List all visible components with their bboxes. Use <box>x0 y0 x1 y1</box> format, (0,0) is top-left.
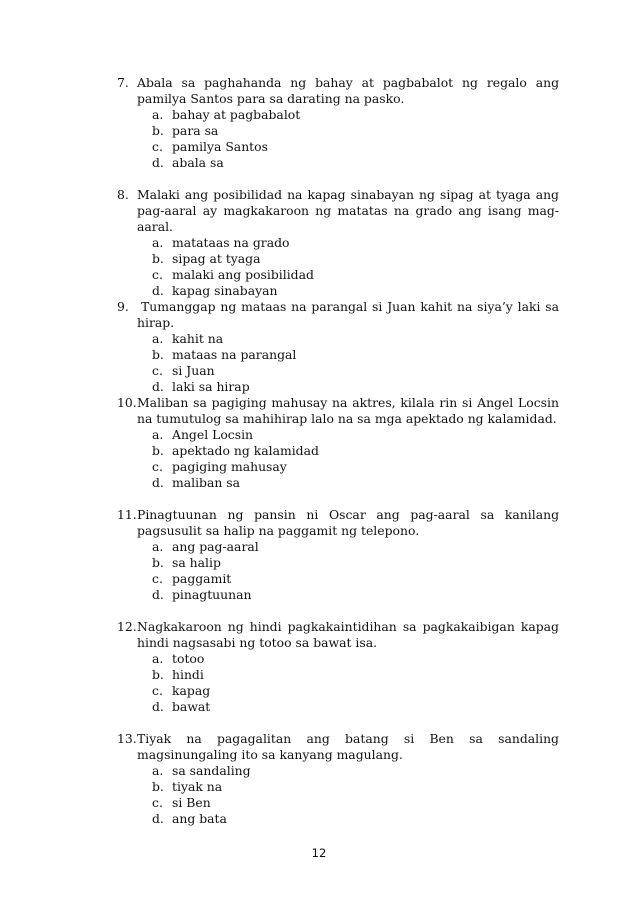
choice-b <box>117 251 559 267</box>
choice-text: Angel Locsin <box>172 427 254 442</box>
question-stem <box>117 395 559 427</box>
choice-text: tiyak na <box>172 779 223 794</box>
choice-letter: b. <box>152 667 164 682</box>
choice-text: hindi <box>172 667 204 682</box>
question-stem <box>117 299 559 331</box>
choice-letter: a. <box>152 427 164 442</box>
choice-text: totoo <box>172 651 205 666</box>
choice-letter: b. <box>152 555 164 570</box>
choice-a <box>117 427 559 443</box>
question-text: Tiyak na pagagalitan ang batang si Ben sa sandaling magsinungaling ito sa kanyang magulang. <box>137 731 559 762</box>
choice-text: bahay at pagbabalot <box>172 107 301 122</box>
choice-letter: b. <box>152 779 164 794</box>
choice-list <box>117 763 559 827</box>
choice-letter: c. <box>152 139 163 154</box>
choice-b <box>117 347 559 363</box>
choice-text: ang bata <box>172 811 227 826</box>
choice-c <box>117 363 559 379</box>
choice-text: laki sa hirap <box>172 379 250 394</box>
choice-d <box>117 475 559 491</box>
question-stem <box>117 731 559 763</box>
choice-text: abala sa <box>172 155 224 170</box>
choice-b <box>117 555 559 571</box>
question-number: 11. <box>117 507 137 522</box>
choice-text: mataas na parangal <box>172 347 297 362</box>
choice-text: apektado ng kalamidad <box>172 443 319 458</box>
question-number: 9. <box>117 299 129 314</box>
choice-letter: c. <box>152 363 163 378</box>
choice-c <box>117 267 559 283</box>
choice-text: maliban sa <box>172 475 241 490</box>
question-text: Abala sa paghahanda ng bahay at pagbabalot ng regalo ang pamilya Santos para sa darating na pasko. <box>137 75 559 106</box>
choice-text: kapag sinabayan <box>172 283 278 298</box>
choice-a <box>117 539 559 555</box>
choice-b <box>117 779 559 795</box>
choice-c <box>117 139 559 155</box>
choice-d <box>117 283 559 299</box>
choice-letter: d. <box>152 283 164 298</box>
question-12 <box>117 619 559 715</box>
choice-letter: b. <box>152 347 164 362</box>
choice-letter: c. <box>152 571 163 586</box>
choice-letter: d. <box>152 379 164 394</box>
question-13 <box>117 731 559 827</box>
choice-b <box>117 123 559 139</box>
choice-text: ang pag-aaral <box>172 539 259 554</box>
choice-d <box>117 587 559 603</box>
choice-list <box>117 235 559 299</box>
choice-letter: d. <box>152 587 164 602</box>
question-text: Nagkakaroon ng hindi pagkakaintidihan sa pagkakaibigan kapag hindi nagsasabi ng totoo sa bawat isa. <box>137 619 559 650</box>
question-number: 7. <box>117 75 129 90</box>
choice-letter: c. <box>152 795 163 810</box>
question-stem <box>117 507 559 539</box>
choice-letter: a. <box>152 539 164 554</box>
choice-d <box>117 379 559 395</box>
choice-list <box>117 539 559 603</box>
choice-b <box>117 443 559 459</box>
choice-text: kapag <box>172 683 211 698</box>
choice-letter: b. <box>152 443 164 458</box>
choice-letter: a. <box>152 331 164 346</box>
choice-text: matataas na grado <box>172 235 290 250</box>
choice-letter: a. <box>152 107 164 122</box>
choice-d <box>117 155 559 171</box>
question-8 <box>117 187 559 299</box>
question-9 <box>117 299 559 395</box>
choice-letter: c. <box>152 267 163 282</box>
choice-c <box>117 795 559 811</box>
choice-d <box>117 699 559 715</box>
choice-letter: a. <box>152 651 164 666</box>
choice-c <box>117 571 559 587</box>
choice-text: para sa <box>172 123 219 138</box>
question-text: Malaki ang posibilidad na kapag sinabayan ng sipag at tyaga ang pag-aaral ay magkakaroon ng matatas na grado ang isang mag-aaral. <box>137 187 559 234</box>
question-stem <box>117 187 559 235</box>
choice-text: pinagtuunan <box>172 587 252 602</box>
choice-text: bawat <box>172 699 211 714</box>
question-number: 13. <box>117 731 137 746</box>
choice-text: paggamit <box>172 571 232 586</box>
question-11 <box>117 507 559 603</box>
question-stem <box>117 619 559 651</box>
choice-list <box>117 331 559 395</box>
choice-letter: d. <box>152 475 164 490</box>
choice-text: sipag at tyaga <box>172 251 261 266</box>
page-number: 12 <box>311 846 327 860</box>
choice-a <box>117 763 559 779</box>
question-number: 8. <box>117 187 129 202</box>
choice-letter: a. <box>152 763 164 778</box>
choice-text: si Juan <box>172 363 215 378</box>
choice-a <box>117 107 559 123</box>
choice-letter: c. <box>152 683 163 698</box>
choice-letter: d. <box>152 811 164 826</box>
choice-letter: c. <box>152 459 163 474</box>
choice-text: malaki ang posibilidad <box>172 267 314 282</box>
choice-letter: a. <box>152 235 164 250</box>
choice-text: pamilya Santos <box>172 139 268 154</box>
question-7 <box>117 75 559 171</box>
choice-letter: b. <box>152 123 164 138</box>
choice-list <box>117 651 559 715</box>
choice-letter: d. <box>152 699 164 714</box>
choice-b <box>117 667 559 683</box>
choice-c <box>117 683 559 699</box>
question-number: 12. <box>117 619 137 634</box>
choice-c <box>117 459 559 475</box>
choice-letter: b. <box>152 251 164 266</box>
choice-letter: d. <box>152 155 164 170</box>
choice-text: pagiging mahusay <box>172 459 287 474</box>
choice-text: si Ben <box>172 795 211 810</box>
choice-text: sa halip <box>172 555 221 570</box>
question-text: Tumanggap ng mataas na parangal si Juan kahit na siya’y laki sa hirap. <box>137 299 559 330</box>
choice-text: sa sandaling <box>172 763 251 778</box>
choice-d <box>117 811 559 827</box>
choice-list <box>117 107 559 171</box>
choice-a <box>117 235 559 251</box>
choice-a <box>117 331 559 347</box>
choice-list <box>117 427 559 491</box>
choice-text: kahit na <box>172 331 224 346</box>
question-text: Pinagtuunan ng pansin ni Oscar ang pag-aaral sa kanilang pagsusulit sa halip na paggamit ng telepono. <box>137 507 559 538</box>
question-number: 10. <box>117 395 137 410</box>
question-text: Maliban sa pagiging mahusay na aktres, kilala rin si Angel Locsin na tumutulog sa mahihirap lalo na sa mga apektado ng kalamidad. <box>137 395 559 426</box>
question-stem <box>117 75 559 107</box>
choice-a <box>117 651 559 667</box>
question-10 <box>117 395 559 491</box>
